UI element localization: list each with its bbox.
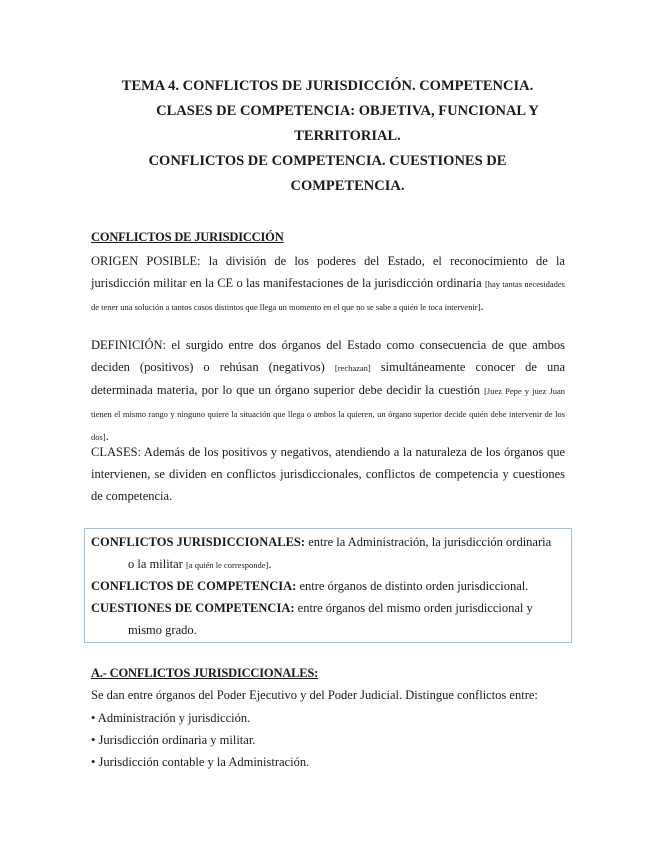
paragraph-clases bbox=[91, 441, 565, 507]
section-heading-conflictos-jurisdiccion: CONFLICTOS DE JURISDICCIÓN bbox=[91, 230, 284, 244]
definicion-label: DEFINICIÓN: bbox=[91, 338, 166, 352]
box-item-cuestiones-competencia bbox=[91, 597, 565, 619]
clases-text: Además de los positivos y negativos, atendiendo a la naturaleza de los órganos que intervienen, se dividen en conflictos jurisdiccionales, conflictos de competencia y cuestiones de competencia. bbox=[91, 445, 565, 503]
title-line-2: CLASES DE COMPETENCIA: OBJETIVA, FUNCIONAL Y bbox=[156, 103, 539, 119]
definicion-end: . bbox=[105, 429, 109, 443]
box-item-conflictos-competencia bbox=[91, 575, 565, 597]
box-item-1-label: CONFLICTOS JURISDICCIONALES: bbox=[91, 535, 306, 549]
origen-end: . bbox=[480, 299, 484, 313]
paragraph-intro: Se dan entre órganos del Poder Ejecutivo y del Poder Judicial. Distingue conflictos entre: bbox=[91, 688, 538, 702]
title-line-5: COMPETENCIA. bbox=[290, 178, 405, 194]
section-heading-conflictos-jurisdiccionales: A.- CONFLICTOS JURISDICCIONALES: bbox=[91, 666, 319, 680]
origen-text: la división de los poderes del Estado, el reconocimiento de la jurisdicción militar en la CE o las manifestaciones de la jurisdicción ordinaria bbox=[91, 254, 565, 290]
box-item-3-continuation: mismo grado. bbox=[128, 623, 197, 637]
box-item-1-cont: o la militar bbox=[128, 557, 186, 571]
box-item-1-end: . bbox=[268, 557, 272, 571]
box-item-3-label: CUESTIONES DE COMPETENCIA: bbox=[91, 601, 295, 615]
origen-note: [hay tantas necesidades de tener una solución a tantos casos distintos que llega un momento en el que no se sabe a quién le toca intervenir] bbox=[91, 279, 565, 312]
paragraph-origen bbox=[91, 250, 565, 318]
definicion-note-1: [rechazan] bbox=[334, 363, 371, 373]
title-line-4: CONFLICTOS DE COMPETENCIA. CUESTIONES DE bbox=[148, 153, 507, 169]
document-title bbox=[0, 74, 655, 199]
box-item-conflictos-jurisdiccionales bbox=[91, 531, 565, 553]
definicion-text-2: simultáneamente conocer de una determinada materia, por lo que un órgano superior debe decidir la cuestión bbox=[91, 360, 565, 397]
box-item-2-text: entre órganos de distinto orden jurisdiccional. bbox=[296, 579, 529, 593]
box-item-1-note: [a quién le corresponde] bbox=[185, 560, 269, 570]
title-line-1: TEMA 4. CONFLICTOS DE JURISDICCIÓN. COMPETENCIA. bbox=[121, 78, 534, 94]
definicion-note-2: [Juez Pepe y juez Juan tienen el mismo rango y ninguno quiere la situación que llega o ambos la quieren, un órgano superior decide quién debe intervenir de los dos] bbox=[91, 386, 565, 442]
definicion-text-1: el surgido entre dos órganos del Estado como consecuencia de que ambos deciden (positivos) o rehúsan (negativos) bbox=[91, 338, 565, 374]
list-item: • Jurisdicción contable y la Administración. bbox=[91, 755, 310, 769]
title-line-3: TERRITORIAL. bbox=[294, 128, 401, 144]
box-item-3-text: entre órganos del mismo orden jurisdiccional y bbox=[294, 601, 533, 615]
paragraph-definicion bbox=[91, 334, 565, 448]
box-item-1-continuation bbox=[91, 553, 602, 576]
list-item: • Jurisdicción ordinaria y militar. bbox=[91, 733, 256, 747]
clases-label: CLASES: bbox=[91, 445, 142, 459]
origen-label: ORIGEN POSIBLE: bbox=[91, 254, 201, 268]
list-item: • Administración y jurisdicción. bbox=[91, 711, 251, 725]
box-item-2-label: CONFLICTOS DE COMPETENCIA: bbox=[91, 579, 297, 593]
box-item-1-text: entre la Administración, la jurisdicción ordinaria bbox=[305, 535, 552, 549]
